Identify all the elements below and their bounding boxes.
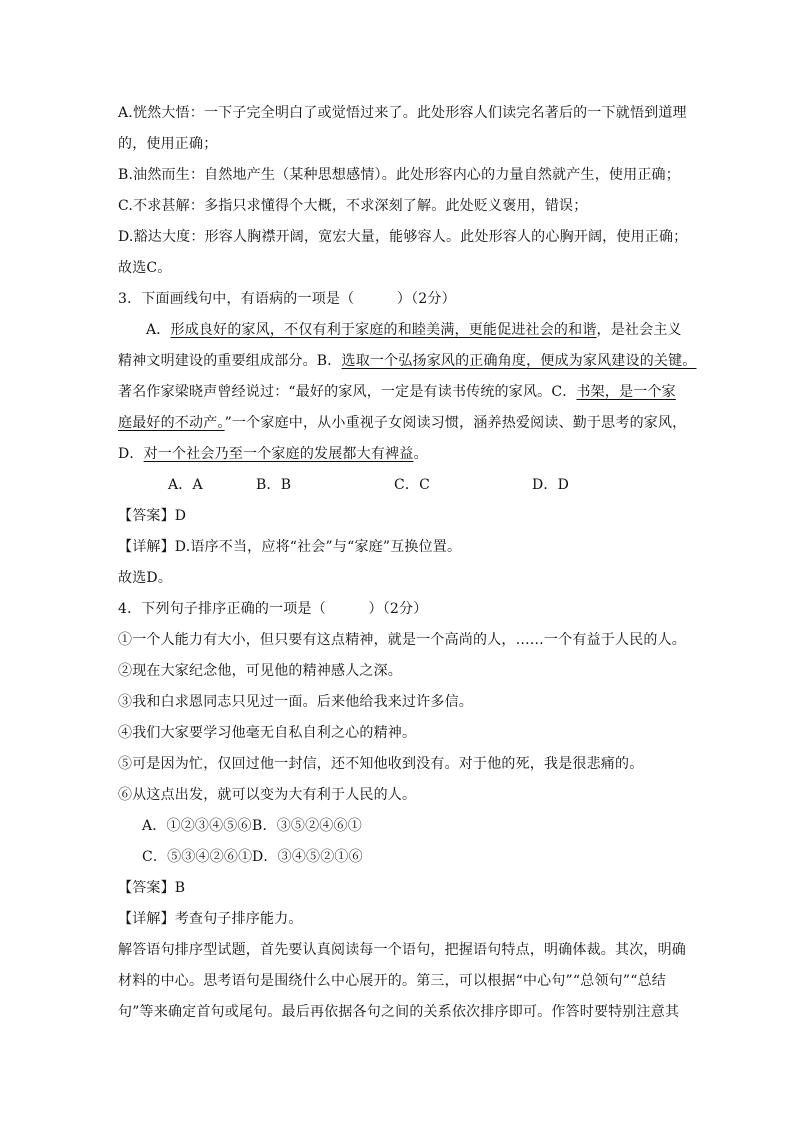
q4-sentence-4: ④我们大家要学习他毫无自私自利之心的精神。 (118, 725, 417, 741)
q3-line4-tail: ”一个家庭中，从小重视子女阅读习惯，涵养热爱阅读、勤于思考的家风， (224, 415, 687, 431)
q3-underlined-c-cont: 庭最好的不动产。 (118, 415, 225, 431)
q3-underlined-a: 形成良好的家风，不仅有利于家庭的和睦美满，更能促进社会的和谐 (170, 322, 597, 338)
q3-passage-line-4 (118, 408, 687, 439)
explanation-c: C.不求甚解：多指只求懂得个大概，不求深刻了解。此处贬义褒用，错误； (118, 198, 588, 214)
q4-choice-b: B．③⑤②④⑥① (252, 818, 362, 834)
q3-detail: 【详解】D.语序不当，应将“社会”与“家庭”互换位置。 (118, 539, 462, 555)
q3-line2-head: 精神文明建设的重要组成部分。B． (118, 353, 342, 369)
q3-line3-head: 著名作家梁晓声曾经说过：“最好的家风，一定是有读书传统的家风。C． (118, 384, 577, 400)
q4-sentence-3: ③我和白求恩同志只见过一面。后来他给我来过许多信。 (118, 694, 473, 710)
q4-sentence-2: ②现在大家纪念他，可见他的精神感人之深。 (118, 663, 402, 679)
q3-passage-line-1 (118, 315, 682, 346)
q3-underlined-b: 选取一个弘扬家风的正确角度，便成为家风建设的关键。 (341, 353, 697, 369)
q3-choice-c: C．C (394, 477, 431, 493)
q3-option-a-label: A． (146, 322, 171, 338)
conclusion-q2: 故选C。 (118, 260, 172, 276)
q3-choice-d: D．D (532, 477, 570, 493)
q3-passage-line-3 (118, 377, 678, 408)
q3-line5-tail: 。 (413, 446, 428, 462)
q4-choice-d: D．③④⑤②①⑥ (252, 849, 363, 865)
explanation-b: B.油然而生：自然地产生（某种思想感情）。此处形容内心的力量自然就产生，使用正确； (118, 167, 680, 183)
q3-choice-a: A．A (168, 477, 203, 493)
q4-explanation-line-1: 解答语句排序型试题，首先要认真阅读每一个语句，把握语句特点，明确体裁。其次，明确 (118, 942, 686, 958)
explanation-a-cont: 的，使用正确； (118, 136, 218, 152)
q4-sentence-5: ⑤可是因为忙，仅回过他一封信，还不知他收到没有。对于他的死，我是很悲痛的。 (118, 756, 644, 772)
q4-stem: 4．下列句子排序正确的一项是（ ）（2分） (118, 601, 428, 617)
q3-answer: 【答案】D (118, 508, 187, 524)
q4-sentence-6: ⑥从这点出发，就可以变为大有利于人民的人。 (118, 787, 417, 803)
q3-option-d-label: D． (118, 446, 144, 462)
explanation-a: A.恍然大悟：一下子完全明白了或觉悟过来了。此处形容人们读完名著后的一下就悟到道理 (118, 105, 687, 121)
q3-line1-tail: ，是社会主义 (596, 322, 682, 338)
q4-sentence-1: ①一个人能力有大小，但只要有这点精神，就是一个高尚的人，……一个有益于人民的人。 (118, 632, 686, 648)
q4-explanation-line-3: 句”等来确定首句或尾句。最后再依据各句之间的关系依次排序即可。作答时要特别注意其 (118, 1004, 680, 1020)
q4-options-row-2 (118, 842, 678, 873)
q3-passage-line-2 (118, 346, 697, 377)
q3-underlined-c: 书架，是一个家 (576, 384, 676, 400)
q4-options-row-1 (118, 811, 678, 842)
q4-detail: 【详解】考查句子排序能力。 (118, 911, 303, 927)
q3-passage-line-5 (118, 439, 678, 470)
q4-answer: 【答案】B (118, 880, 186, 896)
document-page (118, 98, 697, 1028)
q3-underlined-d: 对一个社会乃至一个家庭的发展都大有裨益 (143, 446, 414, 462)
q4-choice-c: C．⑤③④②⑥① (142, 849, 253, 865)
q3-choice-b: B．B (256, 477, 292, 493)
q3-stem: 3．下面画线句中，有语病的一项是（ ）（2分） (118, 291, 456, 307)
q4-choice-a: A．①②③④⑤⑥ (142, 818, 252, 834)
explanation-d: D.豁达大度：形容人胸襟开阔，宽宏大量，能够容人。此处形容人的心胸开阔，使用正确； (118, 229, 688, 245)
q3-conclusion: 故选D。 (118, 570, 173, 586)
q4-explanation-line-2: 材料的中心。思考语句是围绕什么中心展开的。第三，可以根据“中心句”“总领句”“总结 (118, 973, 666, 989)
q3-options (118, 470, 678, 501)
